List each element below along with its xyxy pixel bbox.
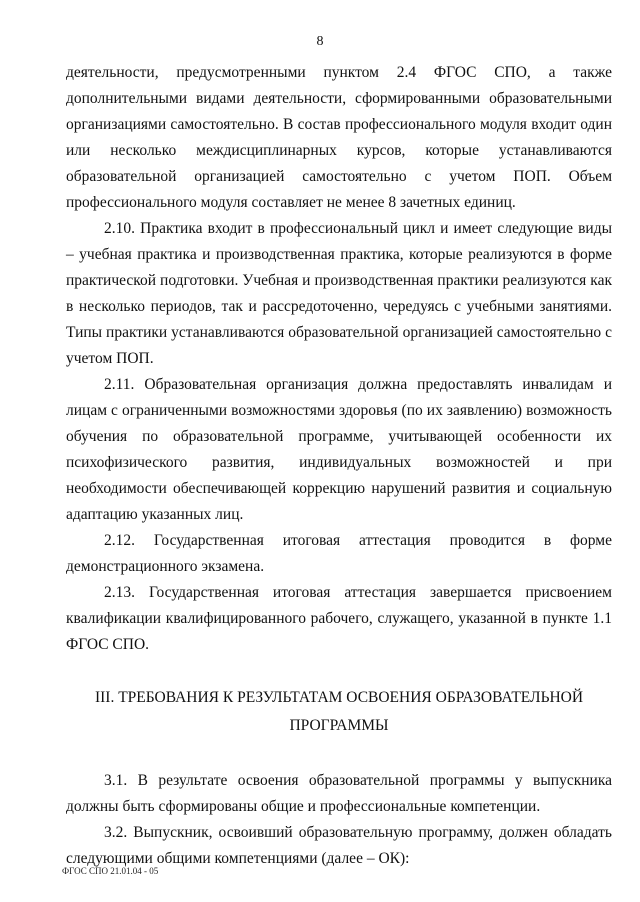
page-number: 8 [316,34,324,49]
paragraph-2-10: 2.10. Практика входит в профессиональный цикл и имеет следующие виды – учебная практика и производственная практика, которые реализуются в форме практической подготовки. Учебная и производственная практики реализуются как в несколько периодов, так и рассредоточенно, чередуясь с учебными занятиями. Типы практики устанавливаются образовательной организацией самостоятельно с учетом ПОП. [66,220,612,367]
section-heading: III. ТРЕБОВАНИЯ К РЕЗУЛЬТАТАМ ОСВОЕНИЯ ОБРАЗОВАТЕЛЬНОЙ ПРОГРАММЫ [94,689,584,734]
paragraph-continuation: деятельности, предусмотренными пунктом 2.4 ФГОС СПО, а также дополнительными видами деятельности, сформированными образовательными организациями самостоятельно. В состав профессионального модуля входит один или несколько междисциплинарных курсов, которые устанавливаются образовательной организацией самостоятельно с учетом ПОП. Объем профессионального модуля составляет не менее 8 зачетных единиц. [66,64,612,211]
page-footer: ФГОС СПО 21.01.04 - 05 [62,866,159,876]
paragraph-3-2: 3.2. Выпускник, освоивший образовательную программу, должен обладать следующими общими компетенциями (далее – ОК): [66,824,612,867]
document-body [66,60,612,872]
paragraph-3-1: 3.1. В результате освоения образовательной программы у выпускника должны быть сформированы общие и профессиональные компетенции. [66,772,612,815]
paragraph-2-11: 2.11. Образовательная организация должна предоставлять инвалидам и лицам с ограниченными возможностями здоровья (по их заявлению) возможность обучения по образовательной программе, учитывающей особенности их психофизического развития, индивидуальных возможностей и при необходимости обеспечивающей коррекцию нарушений развития и социальную адаптацию указанных лиц. [66,376,612,523]
paragraph-2-13: 2.13. Государственная итоговая аттестация завершается присвоением квалификации квалифицированного рабочего, служащего, указанной в пункте 1.1 ФГОС СПО. [66,584,612,653]
paragraph-2-12: 2.12. Государственная итоговая аттестация проводится в форме демонстрационного экзамена. [66,532,612,575]
